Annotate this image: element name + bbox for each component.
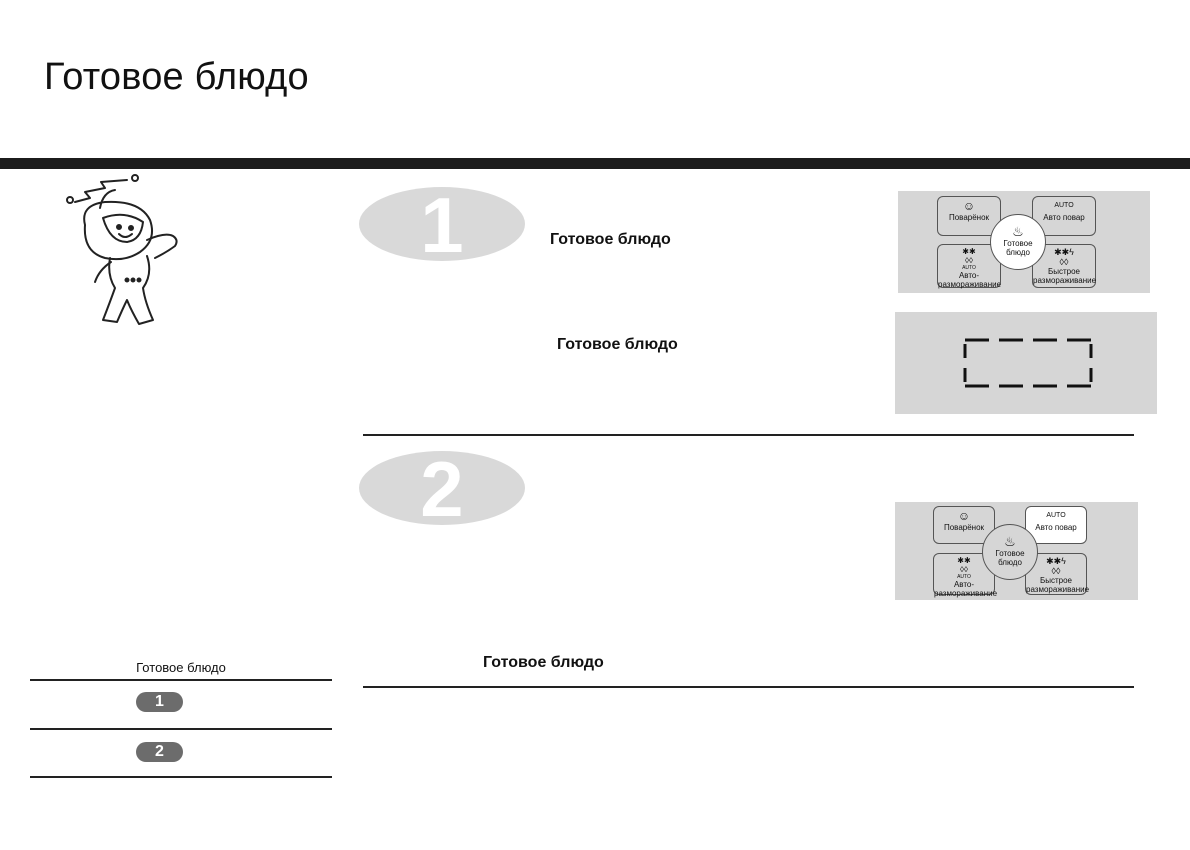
chef-face-icon: ☺ — [957, 509, 971, 523]
quick-defrost-label-2: размораживание — [1026, 585, 1090, 594]
chef-button-label: Поварёнок — [943, 523, 985, 532]
control-panel-1 — [898, 191, 1150, 293]
step-2-number: 2 — [420, 450, 464, 526]
chef-button-label: Поварёнок — [948, 213, 990, 222]
step-1-number: 1 — [420, 186, 464, 262]
blank-display-dashes — [895, 312, 1157, 414]
ready-meal-button[interactable] — [990, 214, 1046, 270]
step-1-label-b: Готовое блюдо — [557, 336, 678, 353]
ready-meal-label-2: блюдо — [1006, 248, 1030, 257]
auto-defrost-label-2: размораживание — [934, 589, 998, 598]
snowflake-lightning-icon: ✱✱ϟ ◊◊ — [1054, 247, 1074, 267]
step-divider-1 — [363, 434, 1134, 436]
sidebar-table-header: Готовое блюдо — [136, 660, 226, 675]
page-title: Готовое блюдо — [44, 56, 309, 98]
snowflake-drops-icon: ✱✱ ◊◊ — [957, 556, 971, 574]
steaming-pot-icon: ♨ — [1012, 224, 1024, 239]
auto-defrost-icon-label: AUTO — [957, 574, 971, 580]
auto-defrost-label-1: Авто- — [958, 271, 980, 280]
quick-defrost-label-1: Быстрое — [1047, 267, 1080, 276]
snowflake-lightning-icon: ✱✱ϟ ◊◊ — [1046, 556, 1066, 576]
quick-defrost-label-1: Быстрое — [1039, 576, 1072, 585]
chef-face-icon: ☺ — [962, 199, 976, 213]
auto-cook-label: Авто повар — [1035, 523, 1077, 532]
display-panel — [895, 312, 1157, 414]
quick-defrost-label-2: размораживание — [1033, 276, 1097, 285]
header-rule — [0, 158, 1190, 169]
auto-defrost-label-1: Авто- — [953, 580, 975, 589]
control-panel-2 — [895, 502, 1138, 600]
sidebar-step-1-pill: 1 — [136, 692, 183, 712]
step-divider-2 — [363, 686, 1134, 688]
ready-meal-label-1: Готовое — [995, 549, 1025, 558]
steaming-pot-icon: ♨ — [1004, 534, 1016, 549]
step-1-badge — [358, 186, 526, 262]
auto-pot-icon: AUTO — [1046, 512, 1066, 519]
ready-meal-button[interactable] — [982, 524, 1038, 580]
snowflake-drops-icon: ✱✱ ◊◊ — [962, 247, 976, 265]
auto-pot-icon: AUTO — [1054, 202, 1074, 209]
sidebar-step-2-pill: 2 — [136, 742, 183, 762]
auto-cook-label: Авто повар — [1043, 213, 1085, 222]
step-2-label: Готовое блюдо — [483, 654, 604, 671]
ready-meal-label-1: Готовое — [1003, 239, 1033, 248]
sidebar-table-rule-1 — [30, 679, 332, 681]
ready-meal-label-2: блюдо — [998, 558, 1022, 567]
mascot-illustration — [55, 170, 195, 330]
step-1-label-a: Готовое блюдо — [550, 231, 671, 248]
step-2-badge — [358, 450, 526, 526]
auto-defrost-label-2: размораживание — [938, 280, 1002, 289]
sidebar-table-rule-3 — [30, 776, 332, 778]
sidebar-table-rule-2 — [30, 728, 332, 730]
auto-defrost-icon-label: AUTO — [962, 265, 976, 271]
